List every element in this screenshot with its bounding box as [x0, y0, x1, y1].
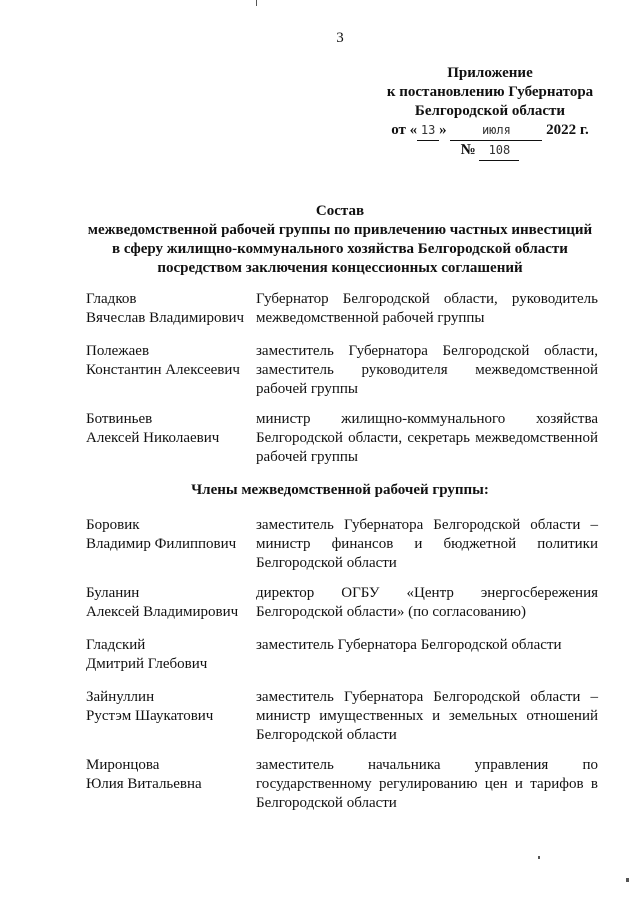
- person-name: [86, 290, 254, 328]
- person-name: [86, 516, 254, 554]
- scan-mark: [626, 878, 629, 882]
- scan-mark: [538, 856, 540, 859]
- number-prefix: №: [460, 142, 476, 158]
- person-given-names: Константин Алексеевич: [86, 362, 240, 378]
- title-line-3: в сферу жилищно-коммунального хозяйства Белгородской области: [112, 241, 568, 257]
- person-role: заместитель Губернатора Белгородской области – министр финансов и бюджетной политики Белгородской области: [256, 517, 598, 571]
- person-given-names: Вячеслав Владимирович: [86, 310, 245, 326]
- scan-mark: [256, 0, 257, 6]
- members-heading: Члены межведомственной рабочей группы:: [191, 482, 489, 498]
- person-name: [86, 636, 254, 674]
- person-name: [86, 410, 254, 448]
- appendix-block: [360, 64, 620, 161]
- person-name: [86, 688, 254, 726]
- document-title: [60, 202, 620, 278]
- person-name: [86, 584, 254, 622]
- person-role: заместитель начальника управления по государственному регулированию цен и тарифов в Белгородской области: [256, 757, 598, 811]
- date-year: 2022 г.: [546, 122, 589, 138]
- person-given-names: Рустэм Шаукатович: [86, 708, 214, 724]
- appendix-line-decree: к постановлению Губернатора: [386, 84, 594, 100]
- person-name: [86, 342, 254, 380]
- person-role: заместитель Губернатора Белгородской области, заместитель руководителя межведомственной рабочей группы: [256, 343, 598, 397]
- person-role: заместитель Губернатора Белгородской области – министр имущественных и земельных отношений Белгородской области: [256, 689, 598, 743]
- person-given-names: Юлия Витальевна: [86, 776, 202, 792]
- person-surname: Миронцова: [86, 757, 160, 773]
- date-mid: »: [439, 122, 447, 138]
- date-prefix: от «: [391, 122, 418, 138]
- person-given-names: Алексей Николаевич: [86, 430, 220, 446]
- person-role: директор ОГБУ «Центр энергосбережения Белгородской области» (по согласованию): [256, 585, 598, 620]
- person-surname: Боровик: [86, 517, 140, 533]
- person-given-names: Владимир Филиппович: [86, 536, 237, 552]
- person-surname: Ботвиньев: [86, 411, 153, 427]
- person-role: министр жилищно-коммунального хозяйства Белгородской области, секретарь межведомственной рабочей группы: [256, 411, 598, 465]
- person-given-names: Дмитрий Глебович: [86, 656, 208, 672]
- person-given-names: Алексей Владимирович: [86, 604, 239, 620]
- title-line-2: межведомственной рабочей группы по привлечению частных инвестиций: [87, 222, 593, 238]
- page-number: 3: [336, 30, 344, 46]
- person-role: Губернатор Белгородской области, руководитель межведомственной рабочей группы: [256, 291, 598, 326]
- date-day: 13: [417, 121, 439, 141]
- date-month: июля: [450, 121, 542, 141]
- person-surname: Гладский: [86, 637, 146, 653]
- person-surname: Буланин: [86, 585, 140, 601]
- decree-number: 108: [479, 141, 519, 161]
- appendix-number-line: [360, 141, 620, 161]
- person-role: заместитель Губернатора Белгородской области: [256, 637, 562, 653]
- appendix-title: Приложение: [447, 65, 533, 81]
- title-line-1: Состав: [315, 203, 365, 219]
- appendix-date-line: [360, 121, 620, 141]
- person-name: [86, 756, 254, 794]
- appendix-line-region: Белгородской области: [414, 103, 566, 119]
- title-line-4: посредством заключения концессионных соглашений: [157, 260, 523, 276]
- person-surname: Полежаев: [86, 343, 150, 359]
- person-surname: Зайнуллин: [86, 689, 155, 705]
- person-surname: Гладков: [86, 291, 137, 307]
